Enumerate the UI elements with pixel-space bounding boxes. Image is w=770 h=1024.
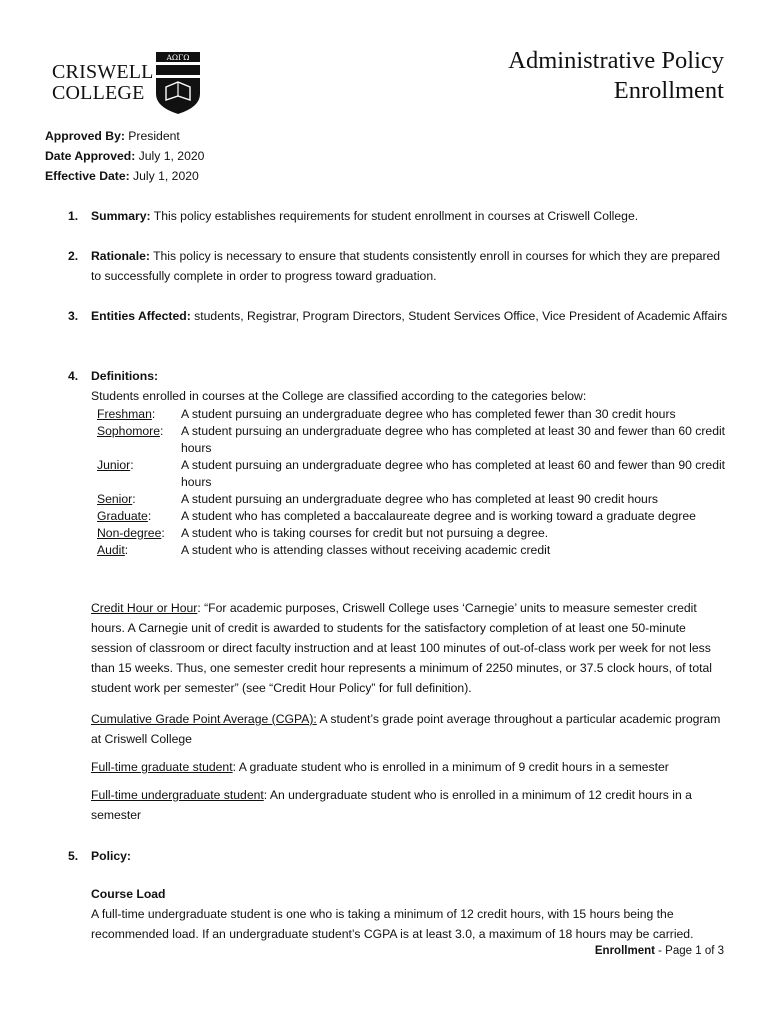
section-summary: 1. Summary: This policy establishes requirements for student enrollment in courses at Criswell College. bbox=[68, 209, 639, 223]
section-entities-affected: 3. Entities Affected: students, Registrar, Program Directors, Student Services Office, Vice President of Academic Affairs bbox=[68, 309, 728, 323]
full-time-graduate-definition: Full-time graduate student: A graduate student who is enrolled in a minimum of 9 credit hours in a semester bbox=[91, 760, 669, 774]
title-line-1: Administrative Policy bbox=[508, 47, 724, 74]
definition-row: Graduate: A student who has completed a baccalaureate degree and is working toward a graduate degree bbox=[97, 509, 696, 523]
shield-icon bbox=[154, 52, 202, 114]
approval-meta bbox=[45, 126, 204, 186]
course-load-text: A full-time undergraduate student is one who is taking a minimum of 12 credit hours, with 15 hours being the recommended load. If an undergraduate student’s CGPA is at least 3.0, a maximum of 18 hours may be carried. bbox=[91, 907, 694, 941]
credit-hour-definition: Credit Hour or Hour: “For academic purposes, Criswell College uses ‘Carnegie’ units to measure semester credit hours. A Carnegie unit of credit is awarded to students for the satisfactory completion of at least one 50-minute session of classroom or direct faculty instruction and at least 100 minutes of out-of-class work per week for not less than 15 weeks. Thus, one semester credit hour represents a minimum of 2250 minutes, or 37.5 clock hours, of total student work per semester” (see “Credit Hour Policy” for full definition). bbox=[91, 601, 712, 695]
definition-row: Non-degree: A student who is taking courses for credit but not pursuing a degree. bbox=[97, 526, 549, 540]
course-load-heading: Course Load bbox=[91, 887, 166, 901]
definition-row: Sophomore: A student pursuing an undergraduate degree who has completed at least 30 and fewer than 60 credit hours bbox=[97, 424, 726, 455]
college-logo bbox=[52, 52, 202, 114]
logo-wordmark bbox=[52, 62, 154, 104]
definitions-list bbox=[97, 406, 727, 559]
date-approved: Date Approved: July 1, 2020 bbox=[45, 149, 205, 163]
definition-row: Audit: A student who is attending classes without receiving academic credit bbox=[97, 543, 551, 557]
cgpa-definition: Cumulative Grade Point Average (CGPA): A student’s grade point average throughout a particular academic program at Criswell College bbox=[91, 712, 721, 746]
shield-letters: ΑΩΓΩ bbox=[166, 53, 190, 62]
approved-by: Approved By: President bbox=[45, 129, 180, 143]
definition-row: Junior: A student pursuing an undergraduate degree who has completed at least 60 and fewer than 90 credit hours bbox=[97, 458, 726, 489]
section-policy: 5. Policy: bbox=[68, 849, 131, 863]
definitions-intro: Students enrolled in courses at the College are classified according to the categories below: bbox=[91, 389, 587, 403]
logo-line-1: CRISWELL bbox=[52, 61, 154, 83]
definition-row: Senior: A student pursuing an undergraduate degree who has completed at least 90 credit hours bbox=[97, 492, 658, 506]
section-definitions: 4. Definitions: Students enrolled in courses at the College are classified according to the categories below: bbox=[68, 366, 728, 406]
full-time-undergraduate-definition: Full-time undergraduate student: An undergraduate student who is enrolled in a minimum of 12 credit hours in a semester bbox=[91, 788, 692, 822]
document-title bbox=[508, 46, 724, 106]
section-rationale: 2. Rationale: This policy is necessary to ensure that students consistently enroll in courses for which they are prepared to successfully complete in order to progress toward graduation. bbox=[68, 249, 721, 283]
logo-line-2: COLLEGE bbox=[52, 82, 145, 104]
title-line-2: Enrollment bbox=[613, 77, 724, 104]
definition-row: Freshman: A student pursuing an undergraduate degree who has completed fewer than 30 credit hours bbox=[97, 407, 676, 421]
effective-date: Effective Date: July 1, 2020 bbox=[45, 169, 199, 183]
course-load bbox=[91, 884, 721, 944]
page-footer: Enrollment - Page 1 of 3 bbox=[594, 945, 724, 957]
